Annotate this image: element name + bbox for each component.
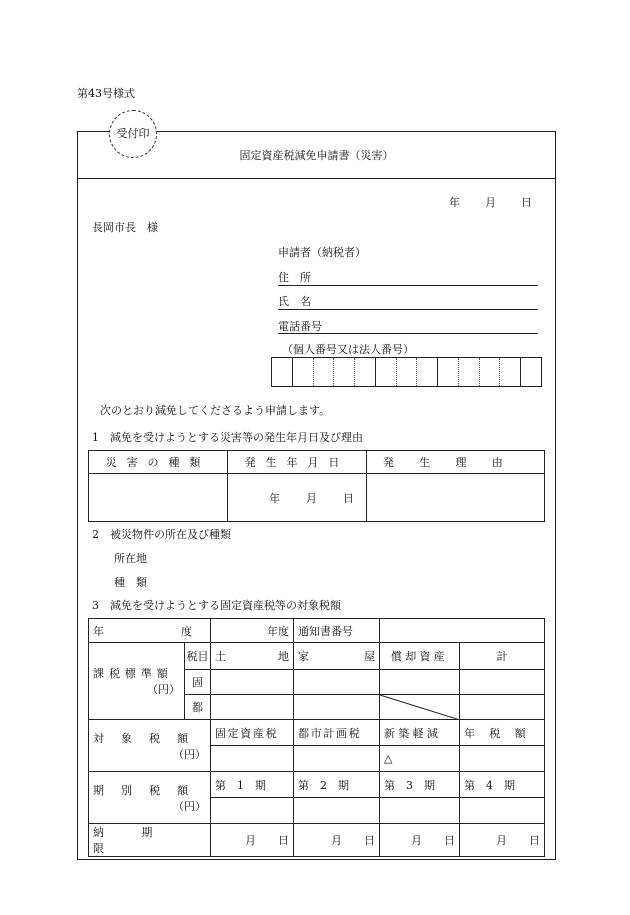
section2-heading: 2 被災物件の所在及び種類 [92,528,231,541]
phone-label: 電話番号 [278,320,322,333]
due-4-day: 日 [529,834,540,847]
title-divider [77,178,556,179]
id-number-label: （個人番号又は法人番号） [282,343,414,356]
period-3-cell[interactable] [380,798,460,824]
tax-base-label: 課税標準額 [93,667,173,680]
land-header-char1: 土 [215,650,226,663]
total-header: 計 [460,643,545,670]
due-date-3-cell[interactable] [380,824,460,857]
header-cause: 発生理由 [367,451,545,474]
notice-number-label-cell [294,619,380,643]
occurrence-day: 日 [343,491,354,505]
period-4-header: 第 4 期 [460,772,545,798]
fixed-total-cell[interactable] [460,670,545,695]
target-annual-header: 年税額 [460,720,545,746]
fixed-house-cell[interactable] [294,670,380,695]
target-annual-cell[interactable] [460,746,545,772]
city-asset-cell-struck [380,695,460,720]
due-date-4-cell[interactable] [460,824,545,857]
disaster-type-cell[interactable] [89,474,228,522]
due-date-label-cell [89,824,211,857]
section3-heading: 3 減免を受けようとする固定資産税等の対象税額 [92,599,341,612]
target-tax-label: 対象税額 [93,731,206,745]
period-3-header: 第 3 期 [380,772,460,798]
name-label: 氏 名 [278,295,311,308]
phone-field-line[interactable] [278,333,538,334]
notice-number-cell[interactable] [380,619,545,643]
tax-item-city: 都 [185,695,211,720]
period-1-cell[interactable] [211,798,294,824]
tax-item-header: 税目 [185,643,211,670]
strike-diagonal [380,695,460,720]
fiscal-year-label-cell [89,619,211,643]
house-header-char2: 屋 [364,650,375,663]
house-header [294,643,380,670]
fiscal-year-cell[interactable] [211,619,294,643]
occurrence-year: 年 [269,491,280,505]
date-day: 日 [521,196,532,209]
target-tax-yen: （円） [173,747,206,761]
depreciable-asset-header: 償却資産 [380,643,460,670]
due-4-month: 月 [496,834,507,847]
due-1-month: 月 [245,834,256,847]
target-fixed-cell[interactable] [211,746,294,772]
period-1-header: 第 1 期 [211,772,294,798]
period-2-header: 第 2 期 [294,772,380,798]
cause-cell[interactable] [367,474,545,522]
city-land-cell[interactable] [211,695,294,720]
occurrence-month: 月 [306,491,317,505]
fixed-land-cell[interactable] [211,670,294,695]
due-1-day: 日 [278,834,289,847]
target-new-build-header: 新築軽減 [380,720,460,746]
tax-item-fixed: 固 [185,670,211,695]
occurrence-date-cell[interactable] [228,474,367,522]
due-2-day: 日 [364,834,375,847]
period-4-cell[interactable] [460,798,545,824]
fixed-asset-cell[interactable] [380,670,460,695]
name-field-line[interactable] [278,309,538,310]
period-tax-label-cell [89,772,211,824]
section1-heading: 1 減免を受けようとする災害等の発生年月日及び理由 [92,431,363,444]
addressee: 長岡市長 様 [92,221,158,234]
land-header [211,643,294,670]
target-city-header: 都市計画税 [294,720,380,746]
city-total-cell[interactable] [460,695,545,720]
due-date-2-cell[interactable] [294,824,380,857]
due-date-label: 納期限 [93,826,190,855]
tax-base-yen: （円） [147,683,180,696]
target-fixed-header: 固定資産税 [211,720,294,746]
period-2-cell[interactable] [294,798,380,824]
target-new-build-cell[interactable] [380,746,460,772]
due-3-month: 月 [411,834,422,847]
location-label: 所在地 [114,552,147,565]
target-city-cell[interactable] [294,746,380,772]
period-tax-label: 期別税額 [93,783,206,797]
disaster-table [88,450,545,522]
period-tax-yen: （円） [173,799,206,813]
id-number-boxes[interactable] [271,357,542,387]
intro-text: 次のとおり減免してくださるよう申請します。 [100,404,331,417]
land-header-char2: 地 [278,650,289,663]
target-tax-label-cell [89,720,211,772]
fiscal-year-suffix: 年度 [267,624,289,638]
date-month: 月 [485,196,496,209]
reception-stamp-label: 受付印 [116,127,150,140]
form-title: 固定資産税減免申請書（災害） [239,149,394,162]
form-number: 第43号様式 [77,87,135,100]
city-house-cell[interactable] [294,695,380,720]
due-date-1-cell[interactable] [211,824,294,857]
house-header-char1: 家 [298,650,309,663]
header-occurrence-date: 発生年月日 [228,451,367,474]
tax-table [88,618,545,857]
address-field-line[interactable] [278,285,538,286]
applicant-heading: 申請者（納税者） [278,246,366,259]
due-3-day: 日 [444,834,455,847]
notice-number-label: 通知書番号 [298,624,353,638]
fiscal-year-label: 年 度 [93,624,192,638]
kind-label: 種 類 [114,576,147,589]
header-disaster-type: 災害の種類 [89,451,228,474]
reduction-triangle: △ [384,752,393,765]
tax-base-label-cell [89,643,185,720]
date-year: 年 [449,196,460,209]
due-2-month: 月 [331,834,342,847]
address-label: 住 所 [278,271,311,284]
